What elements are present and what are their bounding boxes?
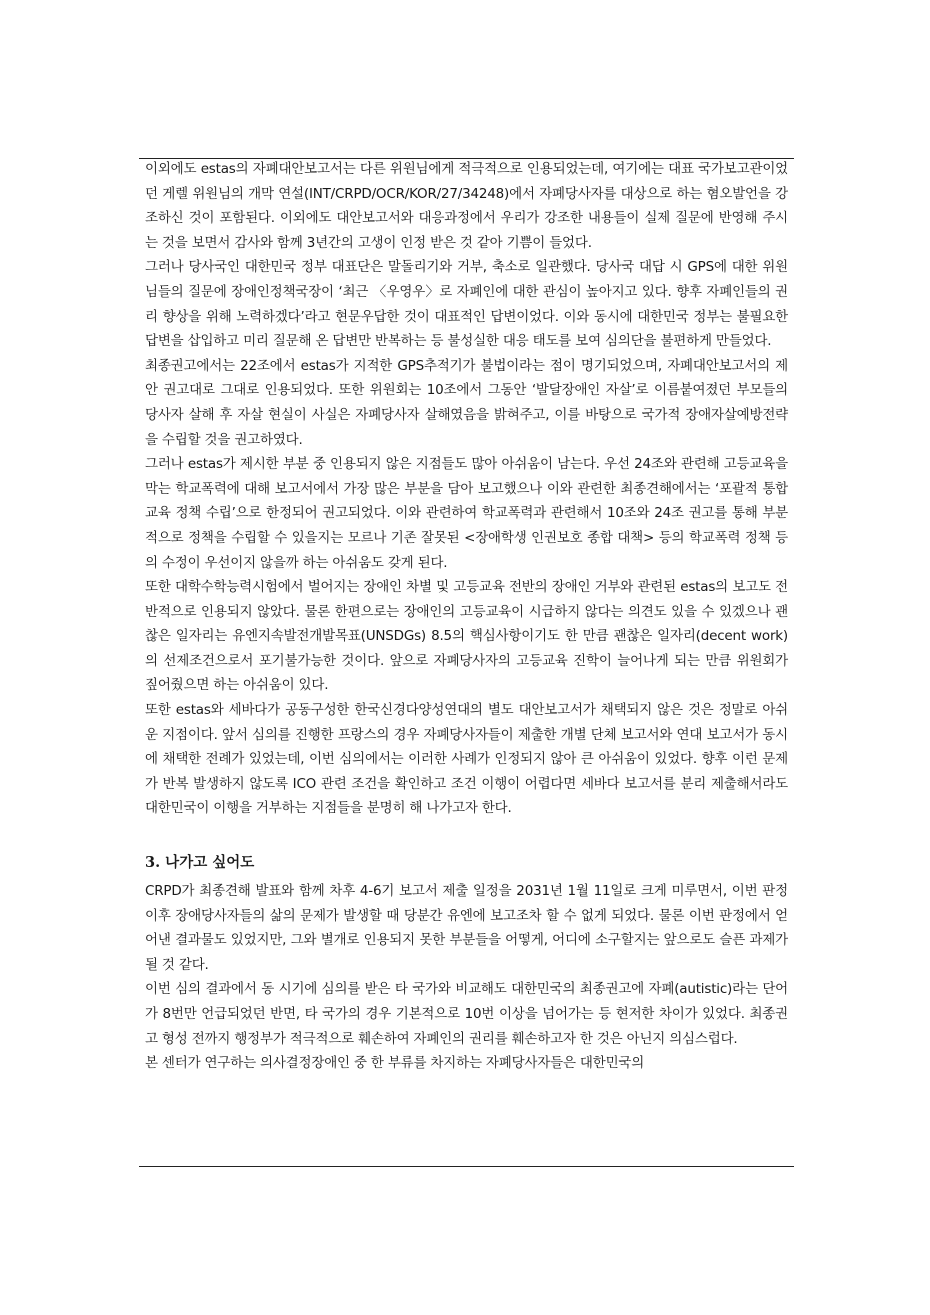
bottom-rule <box>139 1166 794 1167</box>
paragraph: 이외에도 estas의 자폐대안보고서는 다른 위원님에게 적극적으로 인용되었는데, 여기에는 대표 국가보고관이었던 게렐 위원님의 개막 연설(INT/CRPD/OCR/KOR/27/34248)에서 자폐당사자를 대상으로 하는 혐오발언을 강조하신 것이 포함된다. 이외에도 대안보고서와 대응과정에서 우리가 강조한 내용들이 실제 질문에 반영해 주시는 것을 보면서 감사와 함께 3년간의 고생이 인정 받은 것 같아 기쁨이 들었다. <box>145 161 788 251</box>
paragraph: 그러나 당사국인 대한민국 정부 대표단은 말돌리기와 거부, 축소로 일관했다. 당사국 대답 시 GPS에 대한 위원님들의 질문에 장애인정책국장이 ‘최근 〈우영우〉로 자폐인에 대한 관심이 높아지고 있다. 향후 자폐인들의 권리 향상을 위해 노력하겠다’라고 현문우답한 것이 대표적인 답변이었다. 이와 동시에 대한민국 정부는 불필요한 답변을 삽입하고 미리 질문해 온 답변만 반복하는 등 불성실한 대응 태도를 보여 심의단을 불편하게 만들었다. <box>145 259 788 350</box>
section-1 <box>145 157 788 821</box>
paragraph: 또한 estas와 세바다가 공동구성한 한국신경다양성연대의 별도 대안보고서가 채택되지 않은 것은 정말로 아쉬운 지점이다. 앞서 심의를 진행한 프랑스의 경우 자폐당사자들이 제출한 개별 단체 보고서와 연대 보고서가 동시에 채택한 전례가 있었는데, 이번 심의에서는 이러한 사례가 인정되지 않아 큰 아쉬움이 있었다. 향후 이런 문제가 반복 발생하지 않도록 ICO 관련 조건을 확인하고 조건 이행이 어렵다면 세바다 보고서를 분리 제출해서라도 대한민국이 이행을 거부하는 지점들을 분명히 해 나가고자 한다. <box>145 702 788 817</box>
paragraph: 본 센터가 연구하는 의사결정장애인 중 한 부류를 차지하는 자폐당사자들은 대한민국의 <box>145 1055 645 1072</box>
paragraph: 이번 심의 결과에서 동 시기에 심의를 받은 타 국가와 비교해도 대한민국의 최종권고에 자폐(autistic)라는 단어가 8번만 언급되었던 반면, 타 국가의 경우 기본적으로 10번 이상을 넘어가는 등 현저한 차이가 있었다. 최종권고 형성 전까지 행정부가 적극적으로 훼손하여 자폐인의 권리를 훼손하고자 한 것은 아닌지 의심스럽다. <box>145 981 788 1047</box>
paragraph: 그러나 estas가 제시한 부분 중 인용되지 않은 지점들도 많아 아쉬움이 남는다. 우선 24조와 관련해 고등교육을 막는 학교폭력에 대해 보고서에서 가장 많은 부분을 담아 보고했으나 이와 관련한 최종견해에서는 ‘포괄적 통합교육 정책 수립’으로 한정되어 권고되었다. 이와 관련하여 학교폭력과 관련해서 10조와 24조 권고를 통해 부분적으로 정책을 수립할 수 있을지는 모르나 기존 잘못된 <장애학생 인권보호 종합 대책> 등의 학교폭력 정책 등의 수정이 우선이지 않을까 하는 아쉬움도 갖게 된다. <box>145 456 788 571</box>
body-text <box>145 157 788 1076</box>
paragraph: CRPD가 최종견해 발표와 함께 차후 4-6기 보고서 제출 일정을 2031년 1월 11일로 크게 미루면서, 이번 판정 이후 장애당사자들의 삶의 문제가 발생할 때 당분간 유엔에 보고조차 할 수 없게 되었다. 물론 이번 판정에서 얻어낸 결과물도 있었지만, 그와 별개로 인용되지 못한 부분들을 어떻게, 어디에 소구할지는 앞으로도 슬픈 과제가 될 것 같다. <box>145 883 788 973</box>
section-2 <box>145 879 788 1076</box>
section-heading <box>145 851 788 875</box>
paragraph: 또한 대학수학능력시험에서 벌어지는 장애인 차별 및 고등교육 전반의 장애인 거부와 관련된 estas의 보고도 전반적으로 인용되지 않았다. 물론 한편으로는 장애인의 고등교육이 시급하지 않다는 의견도 있을 수 있겠으나 괜찮은 일자리는 유엔지속발전개발목표(UNSDGs) 8.5의 핵심사항이기도 한 만큼 괜찮은 일자리(decent work)의 선제조건으로서 포기불가능한 것이다. 앞으로 자폐당사자의 고등교육 진학이 늘어나게 되는 만큼 위원회가 짚어줬으면 하는 아쉬움이 있다. <box>145 579 788 694</box>
paragraph: 최종권고에서는 22조에서 estas가 지적한 GPS추적기가 불법이라는 점이 명기되었으며, 자폐대안보고서의 제안 권고대로 그대로 인용되었다. 또한 위원회는 10조에서 그동안 ‘발달장애인 자살’로 이름붙여졌던 부모들의 당사자 살해 후 자살 현실이 사실은 자폐당사자 살해였음을 밝혀주고, 이를 바탕으로 국가적 장애자살예방전략을 수립할 것을 권고하였다. <box>145 357 788 448</box>
section-heading-text: 3. 나가고 싶어도 <box>145 854 255 872</box>
